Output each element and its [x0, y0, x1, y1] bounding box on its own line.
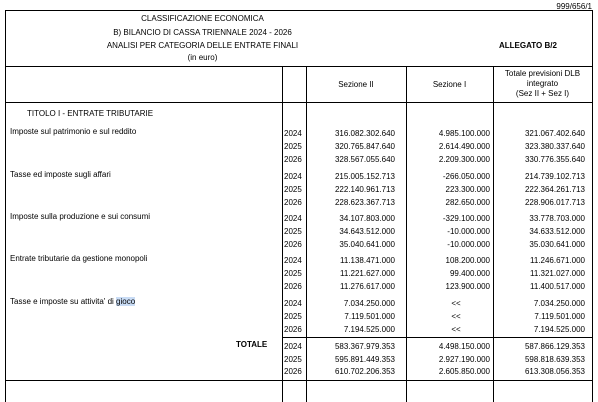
total-tot-cell: 587.866.129.353: [524, 342, 585, 351]
document-code: 999/656/1: [556, 2, 592, 11]
total-tot-cell: 613.308.056.353: [524, 367, 585, 376]
sez1-cell: <<: [451, 312, 461, 321]
year-cell: 2024: [284, 299, 302, 308]
year-cell: 2024: [284, 214, 302, 223]
bottom-divider: [5, 380, 592, 381]
sez2-cell: 215.005.152.713: [334, 172, 395, 181]
sez2-cell: 7.034.250.000: [343, 299, 395, 308]
tot-cell: 11.246.671.000: [529, 256, 585, 265]
total-sez1-cell: 2.605.850.000: [438, 367, 490, 376]
sez1-cell: 223.300.000: [445, 185, 490, 194]
total-sez2-cell: 583.367.979.353: [334, 342, 395, 351]
sez1-cell: <<: [451, 325, 461, 334]
sez1-cell: 282.650.000: [445, 198, 490, 207]
total-divider: [282, 337, 592, 338]
header-subtitle: B) BILANCIO DI CASSA TRIENNALE 2024 - 2026: [113, 28, 292, 37]
header-analysis: ANALISI PER CATEGORIA DELLE ENTRATE FINALI: [106, 41, 299, 50]
sez2-cell: 328.567.055.640: [334, 155, 395, 164]
total-label: TOTALE: [236, 340, 268, 349]
year-cell: 2026: [284, 325, 302, 334]
tot-cell: 7.194.525.000: [533, 325, 585, 334]
column-header-divider: [5, 102, 592, 103]
sez2-cell: 34.107.803.000: [339, 214, 395, 223]
sez2-cell: 7.194.525.000: [343, 325, 395, 334]
tot-cell: 35.030.641.000: [529, 240, 585, 249]
total-sez2-cell: 595.891.449.353: [334, 355, 395, 364]
category-label: Entrate tributarie da gestione monopoli: [10, 254, 148, 263]
sez1-cell: <<: [451, 299, 461, 308]
col-header-totale-2: integrato: [526, 79, 559, 88]
sez1-cell: -329.100.000: [442, 214, 490, 223]
year-cell: 2026: [284, 282, 302, 291]
tot-cell: 321.067.402.640: [524, 129, 585, 138]
header-unit: (in euro): [187, 53, 218, 62]
tot-cell: 11.400.517.000: [529, 282, 585, 291]
year-cell: 2025: [284, 312, 302, 321]
sez1-cell: -266.050.000: [442, 172, 490, 181]
year-cell: 2025: [284, 142, 302, 151]
selected-text-highlight[interactable]: gioco: [116, 297, 136, 306]
tot-cell: 7.034.250.000: [533, 299, 585, 308]
sez1-cell: 123.900.000: [445, 282, 490, 291]
year-cell: 2024: [284, 129, 302, 138]
sez1-cell: 108.200.000: [445, 256, 490, 265]
sez2-cell: 316.082.302.640: [334, 129, 395, 138]
category-label: Imposte sul patrimonio e sul reddito: [10, 127, 137, 136]
sez1-cell: 99.400.000: [449, 269, 490, 278]
year-cell: 2025: [284, 185, 302, 194]
year-cell: 2026: [284, 155, 302, 164]
tot-cell: 228.906.017.713: [524, 198, 585, 207]
tot-cell: 33.778.703.000: [529, 214, 585, 223]
sez2-cell: 222.140.961.713: [334, 185, 395, 194]
sez2-cell: 11.138.471.000: [339, 256, 395, 265]
section-title: TITOLO I - ENTRATE TRIBUTARIE: [27, 109, 154, 118]
sez2-cell: 320.765.847.640: [334, 142, 395, 151]
year-cell: 2025: [284, 227, 302, 236]
total-sez2-cell: 610.702.206.353: [334, 367, 395, 376]
year-cell: 2026: [284, 240, 302, 249]
col-header-totale-3: (Sez II + Sez I): [515, 89, 570, 98]
header-title: CLASSIFICAZIONE ECONOMICA: [141, 14, 264, 23]
year-cell: 2024: [284, 342, 302, 351]
year-cell: 2025: [284, 355, 302, 364]
allegato-label: ALLEGATO B/2: [499, 41, 557, 50]
year-cell: 2025: [284, 269, 302, 278]
tot-cell: 7.119.501.000: [534, 312, 585, 321]
tot-cell: 222.364.261.713: [524, 185, 585, 194]
total-sez1-cell: 2.927.190.000: [438, 355, 490, 364]
tot-cell: 11.321.027.000: [529, 269, 585, 278]
sez1-cell: 2.614.490.000: [438, 142, 490, 151]
sez1-cell: -10.000.000: [447, 240, 490, 249]
tot-cell: 330.776.355.640: [524, 155, 585, 164]
table-right-border: [592, 10, 593, 402]
year-cell: 2024: [284, 172, 302, 181]
table-top-border: [5, 10, 592, 11]
table-left-border: [5, 10, 6, 402]
sez2-cell: 228.623.367.713: [334, 198, 395, 207]
sez1-cell: 4.985.100.000: [438, 129, 490, 138]
total-tot-cell: 598.818.639.353: [524, 355, 585, 364]
category-label: Imposte sulla produzione e sui consumi: [10, 212, 151, 221]
tot-cell: 34.633.512.000: [529, 227, 585, 236]
category-label: Tasse ed imposte sugli affari: [10, 170, 111, 179]
tot-cell: 323.380.337.640: [524, 142, 585, 151]
sez2-cell: 7.119.501.000: [344, 312, 395, 321]
col-header-sezione-ii: Sezione II: [338, 80, 374, 89]
year-cell: 2026: [284, 367, 302, 376]
total-sez1-cell: 4.498.150.000: [438, 342, 490, 351]
col-header-sezione-i: Sezione I: [432, 80, 467, 89]
tot-cell: 214.739.102.713: [524, 172, 585, 181]
year-cell: 2026: [284, 198, 302, 207]
sez1-cell: -10.000.000: [447, 227, 490, 236]
header-divider: [5, 66, 592, 67]
col-header-totale: Totale previsioni DLB: [504, 69, 581, 78]
sez2-cell: 11.221.627.000: [339, 269, 395, 278]
category-label-text: Tasse e imposte su attivita' di: [10, 297, 117, 306]
year-cell: 2024: [284, 256, 302, 265]
sez2-cell: 35.040.641.000: [339, 240, 395, 249]
sez1-cell: 2.209.300.000: [438, 155, 490, 164]
col-sep-label-year: [282, 66, 283, 402]
sez2-cell: 11.276.617.000: [339, 282, 395, 291]
category-label: [10, 297, 135, 307]
sez2-cell: 34.643.512.000: [339, 227, 395, 236]
